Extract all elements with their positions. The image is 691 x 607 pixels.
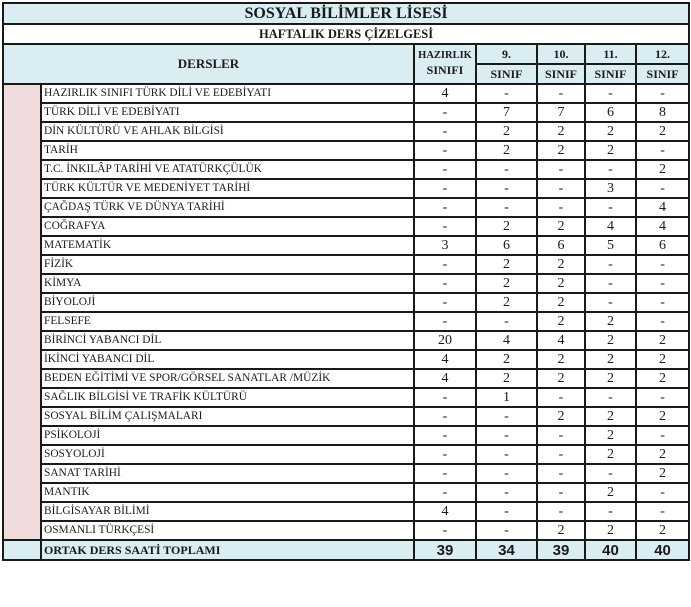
table-row [3,236,689,255]
table-row [3,350,689,369]
hours-g10: 2 [537,369,585,388]
hours-g10: - [537,502,585,521]
hours-g12: - [636,293,689,312]
hours-g11: 2 [585,521,636,540]
hours-prep: - [414,255,476,274]
hours-g11: - [585,502,636,521]
hours-g10: 4 [537,331,585,350]
table-row [3,407,689,426]
course-name: SAĞLIK BİLGİSİ VE TRAFİK KÜLTÜRÜ [41,388,414,407]
total-row [3,540,689,560]
hours-prep: 4 [414,502,476,521]
course-name: TÜRK KÜLTÜR VE MEDENİYET TARİHİ [41,179,414,198]
table-row [3,464,689,483]
hours-g11: - [585,198,636,217]
course-name: COĞRAFYA [41,217,414,236]
course-name: OSMANLI TÜRKÇESİ [41,521,414,540]
hours-g11: 2 [585,331,636,350]
hours-g11: 2 [585,350,636,369]
hours-prep: - [414,179,476,198]
course-name: MANTIK [41,483,414,502]
table-row [3,312,689,331]
hours-g9: 2 [476,255,537,274]
hours-g11: - [585,274,636,293]
hours-g12: - [636,255,689,274]
hours-g11: - [585,464,636,483]
document-subtitle: HAFTALIK DERS ÇİZELGESİ [3,24,689,44]
grade-9-header: 9. [476,44,537,64]
total-g11: 40 [585,540,636,560]
hours-g9: 2 [476,122,537,141]
grade-12-header: 12. [636,44,689,64]
hours-prep: - [414,198,476,217]
hours-prep: 4 [414,84,476,103]
hours-g12: 2 [636,521,689,540]
hours-prep: - [414,217,476,236]
course-name: DİN KÜLTÜRÜ VE AHLAK BİLGİSİ [41,122,414,141]
course-name: SANAT TARİHİ [41,464,414,483]
table-row [3,502,689,521]
table-row [3,122,689,141]
hours-g12: - [636,426,689,445]
hours-g9: - [476,426,537,445]
course-name: SOSYOLOJİ [41,445,414,464]
hours-g10: - [537,388,585,407]
hours-g12: - [636,502,689,521]
hours-g9: 2 [476,217,537,236]
hours-g11: 2 [585,445,636,464]
hours-g9: 2 [476,274,537,293]
hours-g9: 1 [476,388,537,407]
hours-g10: 2 [537,407,585,426]
course-name: PSİKOLOJİ [41,426,414,445]
hours-g12: - [636,274,689,293]
hours-g11: 2 [585,122,636,141]
hours-prep: 20 [414,331,476,350]
hours-g9: - [476,445,537,464]
hours-g12: 2 [636,464,689,483]
grade-10-suffix: SINIF [537,64,585,84]
hours-g10: - [537,464,585,483]
hours-g12: - [636,84,689,103]
total-row-spacer [3,540,41,560]
grade-11-header: 11. [585,44,636,64]
hours-g12: 2 [636,369,689,388]
hours-g11: 2 [585,369,636,388]
hours-g9: - [476,179,537,198]
table-row [3,84,689,103]
course-name: BİLGİSAYAR BİLİMİ [41,502,414,521]
hours-g10: 7 [537,103,585,122]
hours-g10: - [537,198,585,217]
prep-header-line1: HAZIRLIK [418,50,472,61]
hours-g10: 2 [537,521,585,540]
table-row [3,103,689,122]
hours-g9: - [476,464,537,483]
hours-g9: - [476,502,537,521]
table-row [3,293,689,312]
hours-g12: - [636,179,689,198]
table-row [3,331,689,350]
grade-9-suffix: SINIF [476,64,537,84]
hours-g11: - [585,293,636,312]
hours-g11: - [585,160,636,179]
hours-prep: - [414,293,476,312]
course-name: HAZIRLIK SINIFI TÜRK DİLİ VE EDEBİYATI [41,84,414,103]
hours-g12: 2 [636,122,689,141]
hours-prep: - [414,312,476,331]
table-row [3,217,689,236]
hours-g11: 2 [585,141,636,160]
hours-g10: 2 [537,312,585,331]
hours-g10: 6 [537,236,585,255]
table-row [3,255,689,274]
hours-g12: 2 [636,445,689,464]
hours-g9: 2 [476,141,537,160]
hours-g12: 6 [636,236,689,255]
hours-g11: 4 [585,217,636,236]
hours-g11: 5 [585,236,636,255]
table-row [3,521,689,540]
hours-g9: 6 [476,236,537,255]
course-name: T.C. İNKILÂP TARİHİ VE ATATÜRKÇÜLÜK [41,160,414,179]
hours-g11: 2 [585,483,636,502]
hours-g9: - [476,483,537,502]
course-name: ÇAĞDAŞ TÜRK VE DÜNYA TARİHİ [41,198,414,217]
total-label: ORTAK DERS SAATİ TOPLAMI [41,540,414,560]
hours-g12: - [636,141,689,160]
hours-g11: - [585,84,636,103]
table-row [3,426,689,445]
hours-g10: - [537,84,585,103]
hours-g10: 2 [537,293,585,312]
hours-g10: 2 [537,141,585,160]
hours-g11: - [585,255,636,274]
hours-g12: 2 [636,407,689,426]
hours-prep: - [414,141,476,160]
hours-prep: - [414,464,476,483]
table-row [3,483,689,502]
total-prep: 39 [414,540,476,560]
hours-g9: - [476,312,537,331]
weekly-schedule-table [2,2,690,561]
document-title: SOSYAL BİLİMLER LİSESİ [3,3,689,24]
hours-g10: 2 [537,122,585,141]
table-row [3,141,689,160]
total-g10: 39 [537,540,585,560]
course-name: KİMYA [41,274,414,293]
hours-g12: 2 [636,160,689,179]
hours-g9: 4 [476,331,537,350]
course-name: BEDEN EĞİTİMİ VE SPOR/GÖRSEL SANATLAR /MÜZİK [41,369,414,388]
course-name: TARİH [41,141,414,160]
hours-prep: - [414,388,476,407]
hours-g9: 2 [476,293,537,312]
hours-g9: - [476,407,537,426]
hours-prep: - [414,274,476,293]
hours-g12: 8 [636,103,689,122]
hours-g10: 2 [537,350,585,369]
hours-prep: - [414,426,476,445]
hours-g12: - [636,312,689,331]
hours-prep: - [414,483,476,502]
hours-g9: - [476,84,537,103]
hours-prep: - [414,103,476,122]
hours-g11: - [585,388,636,407]
prep-header-line2: SINIFI [426,63,464,77]
course-name: FELSEFE [41,312,414,331]
hours-g11: 6 [585,103,636,122]
hours-g11: 3 [585,179,636,198]
prep-class-header [414,44,476,84]
course-name: İKİNCİ YABANCI DİL [41,350,414,369]
hours-prep: 4 [414,369,476,388]
hours-g9: 2 [476,350,537,369]
grade-11-suffix: SINIF [585,64,636,84]
hours-g10: 2 [537,217,585,236]
hours-prep: - [414,521,476,540]
course-name: BİYOLOJİ [41,293,414,312]
hours-g11: 2 [585,312,636,331]
hours-g9: - [476,160,537,179]
total-g12: 40 [636,540,689,560]
hours-g10: - [537,160,585,179]
hours-g9: - [476,521,537,540]
course-name: SOSYAL BİLİM ÇALIŞMALARI [41,407,414,426]
hours-prep: - [414,445,476,464]
grade-10-header: 10. [537,44,585,64]
course-name: TÜRK DİLİ VE EDEBİYATI [41,103,414,122]
hours-g9: 7 [476,103,537,122]
table-row [3,198,689,217]
table-row [3,179,689,198]
hours-prep: - [414,122,476,141]
table-row [3,445,689,464]
hours-prep: 3 [414,236,476,255]
hours-prep: 4 [414,350,476,369]
hours-g11: 2 [585,426,636,445]
courses-header: DERSLER [3,44,414,84]
table-row [3,160,689,179]
hours-g12: 2 [636,350,689,369]
hours-prep: - [414,407,476,426]
course-name: FİZİK [41,255,414,274]
hours-g12: 4 [636,217,689,236]
hours-prep: - [414,160,476,179]
hours-g12: 4 [636,198,689,217]
hours-g10: - [537,179,585,198]
hours-g9: - [476,198,537,217]
hours-g10: 2 [537,255,585,274]
hours-g10: - [537,483,585,502]
hours-g9: 2 [476,369,537,388]
table-row [3,274,689,293]
total-g9: 34 [476,540,537,560]
hours-g10: - [537,426,585,445]
table-row [3,369,689,388]
course-name: MATEMATİK [41,236,414,255]
hours-g12: - [636,388,689,407]
hours-g10: - [537,445,585,464]
course-name: BİRİNCİ YABANCI DİL [41,331,414,350]
hours-g10: 2 [537,274,585,293]
group-label-cell [3,84,41,540]
grade-12-suffix: SINIF [636,64,689,84]
hours-g11: 2 [585,407,636,426]
table-row [3,388,689,407]
hours-g12: - [636,483,689,502]
hours-g12: 2 [636,331,689,350]
